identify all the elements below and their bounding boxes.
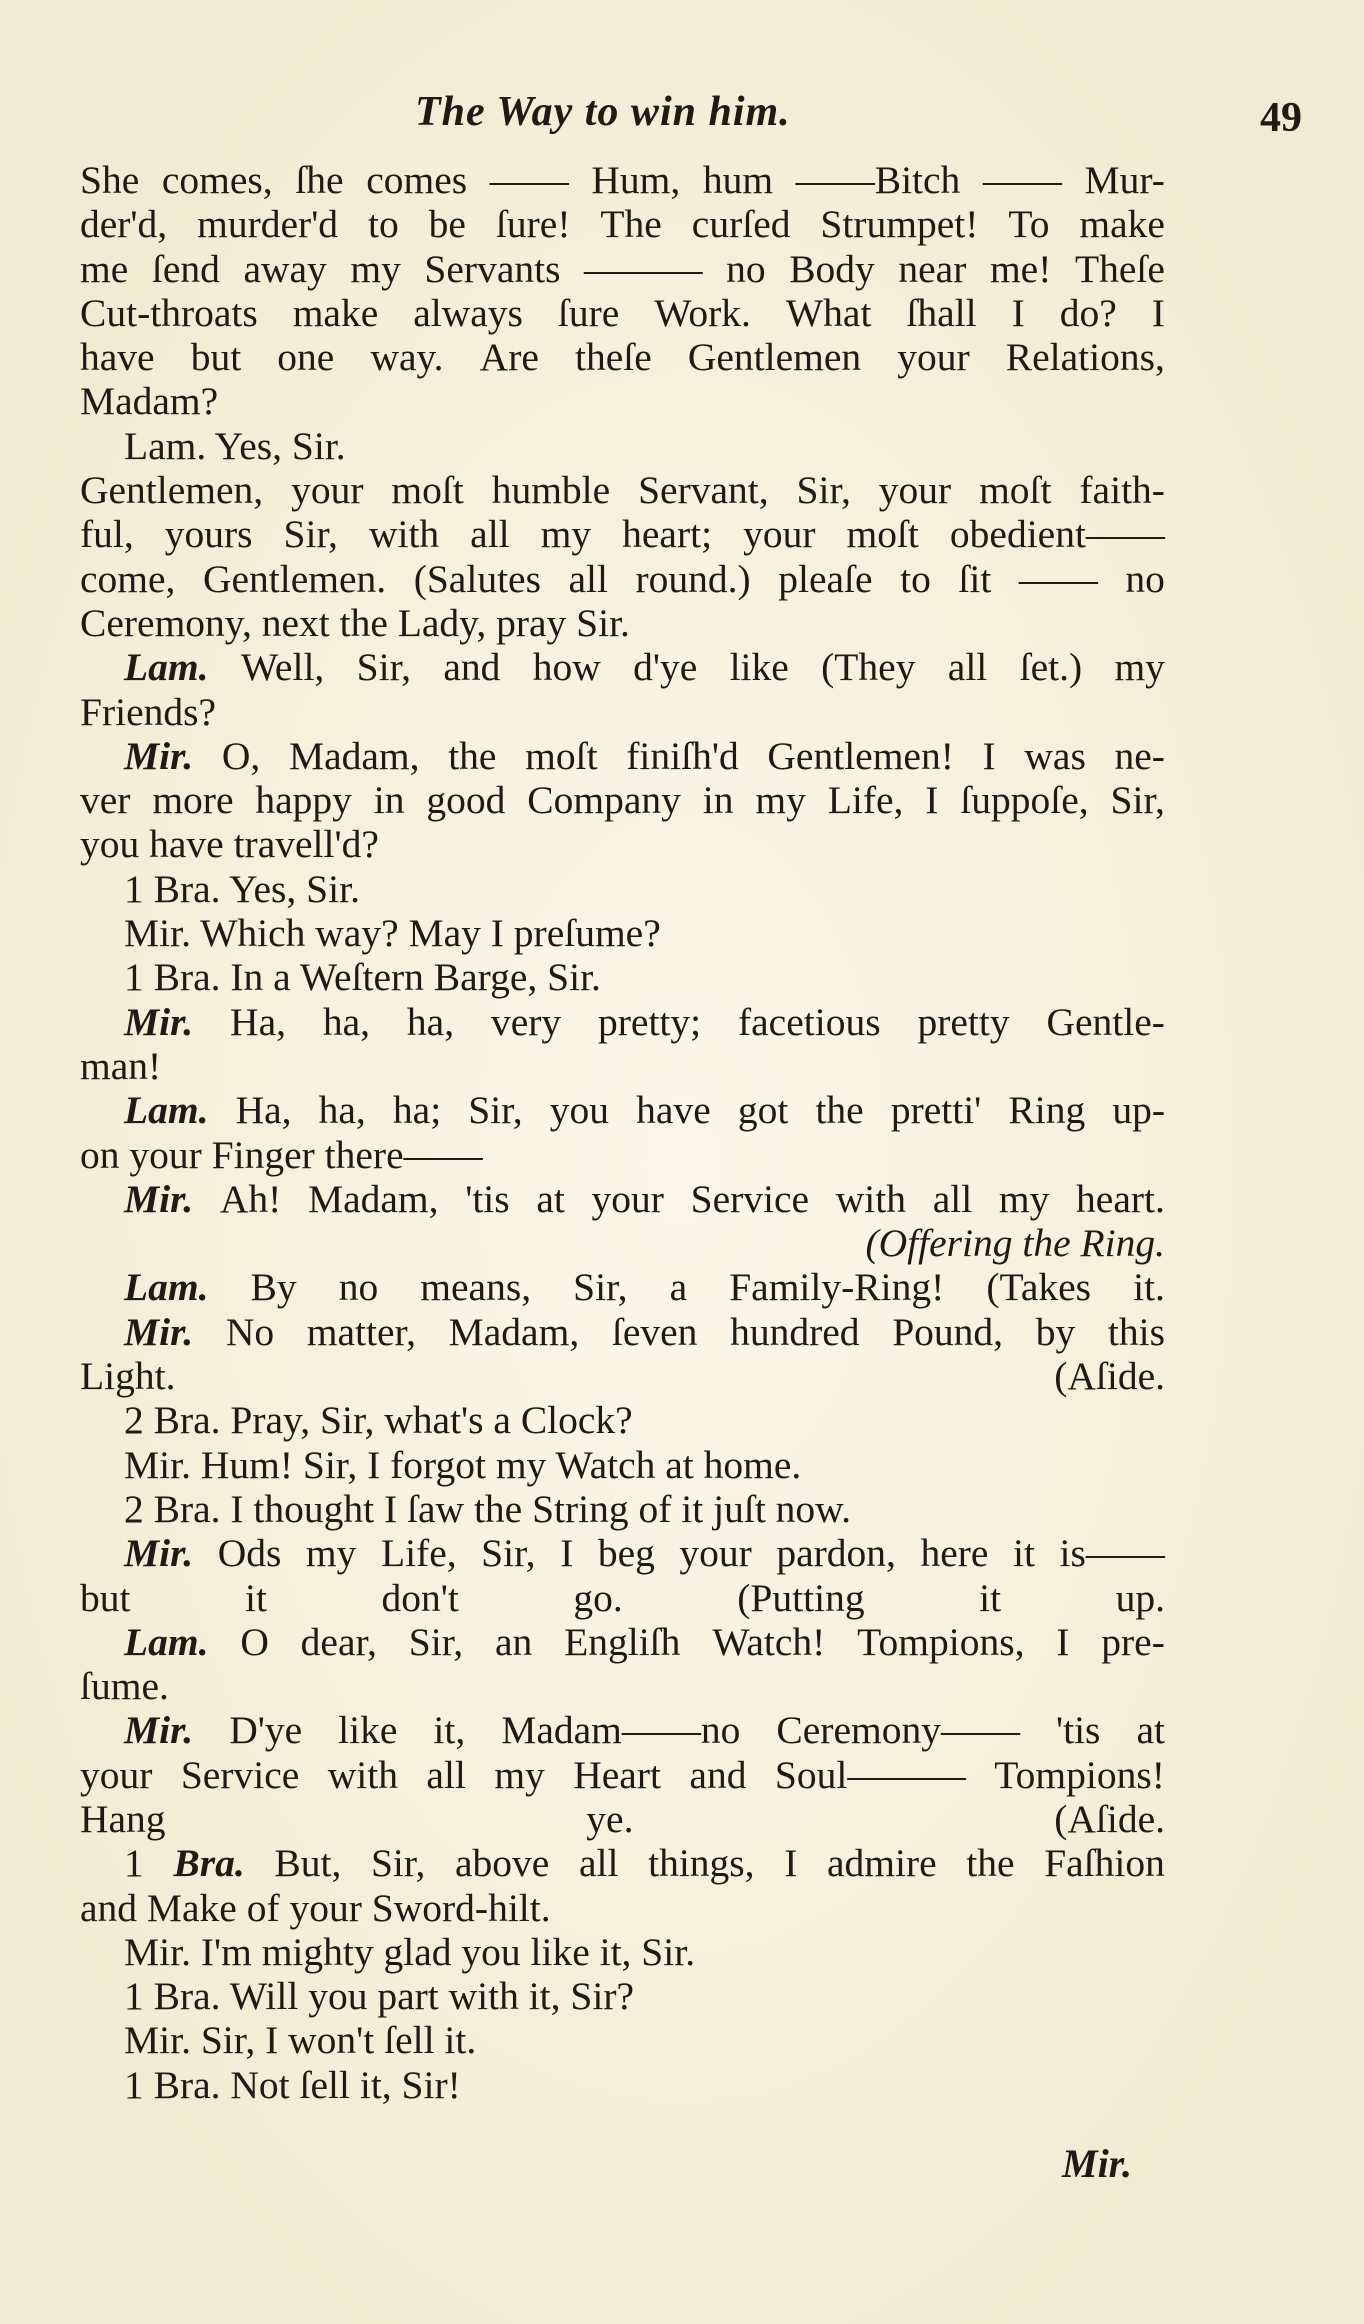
text-line: [80, 557, 1165, 601]
word: Mir.: [124, 1531, 194, 1576]
word: comes: [366, 158, 468, 202]
word: round.): [635, 556, 751, 601]
word: very: [490, 999, 562, 1044]
word: Ah!: [219, 1176, 282, 1221]
text-line: [80, 1797, 1165, 1841]
word: me!: [989, 246, 1052, 291]
text-line: Friends?: [80, 689, 217, 734]
word: means,: [420, 1265, 532, 1310]
word: ſit: [958, 556, 992, 601]
word: like: [729, 645, 789, 690]
word: Pound,: [892, 1309, 1004, 1354]
word: Hum,: [591, 158, 681, 202]
word: it,: [433, 1708, 466, 1753]
word: and: [443, 645, 501, 690]
text-line: [80, 1000, 1165, 1044]
word: at: [1136, 1708, 1165, 1753]
word: ſure: [557, 290, 620, 335]
word: your: [291, 468, 364, 513]
word: to: [368, 202, 399, 247]
word: yours: [164, 512, 253, 557]
word: Light.: [80, 1354, 176, 1399]
word: Ceremony——: [776, 1708, 1020, 1753]
text-line: on your Finger there——: [80, 1132, 483, 1177]
word: Madam,: [288, 733, 420, 778]
word: Lam.: [124, 1619, 209, 1664]
text-line: [80, 1088, 1165, 1132]
word: Cut-throats: [80, 290, 258, 335]
word: was: [1024, 733, 1086, 778]
word: facetious: [738, 999, 881, 1044]
word: Sir,: [356, 645, 412, 690]
text-line: Mir. Sir, I won't ſell it.: [124, 2018, 477, 2063]
word: all: [470, 512, 510, 557]
word: away: [243, 246, 327, 291]
word: my: [350, 246, 401, 291]
text-line: 1 Bra. Not ſell it, Sir!: [124, 2062, 461, 2107]
word: d'ye: [633, 645, 698, 690]
word: moſt: [979, 468, 1052, 513]
word: hum: [702, 158, 774, 202]
text-line: Lam. Yes, Sir.: [124, 423, 346, 468]
word: I: [784, 1841, 798, 1886]
word: ——: [489, 158, 569, 202]
word: Hang: [80, 1796, 166, 1841]
word: The: [600, 202, 662, 247]
word: Work.: [654, 290, 751, 335]
word: Life,: [827, 778, 904, 823]
word: ha,: [322, 999, 371, 1044]
word: curſed: [691, 202, 791, 247]
word: comes,: [161, 158, 273, 202]
word: got: [737, 1088, 789, 1133]
word: der'd,: [80, 202, 168, 247]
word: moſt: [525, 733, 598, 778]
word: Heart: [573, 1752, 661, 1797]
word: up-: [1112, 1088, 1165, 1133]
text-line: [80, 1310, 1165, 1354]
word: all: [932, 1176, 973, 1221]
text-line: and Make of your Sword-hilt.: [80, 1885, 551, 1930]
text-line: [80, 1708, 1165, 1752]
word: like: [338, 1708, 398, 1753]
word: Service: [690, 1176, 810, 1221]
word: Mir.: [124, 1708, 194, 1753]
word: here: [920, 1531, 989, 1576]
text-line: Ceremony, next the Lady, pray Sir.: [80, 600, 630, 645]
word: the: [966, 1841, 1015, 1886]
text-line: [80, 1620, 1165, 1664]
word: above: [455, 1841, 550, 1886]
text-line: Mir. I'm mighty glad you like it, Sir.: [124, 1929, 696, 1974]
word: is——: [1059, 1531, 1165, 1576]
word: my: [755, 778, 806, 823]
word: pretty;: [598, 999, 702, 1044]
word: ———: [584, 246, 703, 291]
text-line: you have travell'd?: [80, 822, 379, 867]
word: I: [982, 733, 996, 778]
word: ye.: [586, 1796, 634, 1841]
word: (Salutes: [413, 556, 541, 601]
word: have: [80, 335, 155, 380]
word: (Aſide.: [1054, 1796, 1165, 1841]
word: heart;: [622, 512, 713, 557]
word: matter,: [306, 1309, 416, 1354]
catchword: Mir.: [1062, 2141, 1133, 2186]
word: this: [1107, 1309, 1165, 1354]
word: ver: [80, 778, 131, 823]
word: faith-: [1079, 468, 1165, 513]
word: your: [897, 335, 970, 380]
word: Service: [180, 1752, 300, 1797]
word: finiſh'd: [626, 733, 739, 778]
word: obedient——: [949, 512, 1165, 557]
word: Tompions!: [994, 1752, 1165, 1797]
running-title: The Way to win him.: [415, 89, 791, 135]
word: with: [368, 512, 440, 557]
word: my: [305, 1531, 357, 1576]
text-line: [80, 158, 1165, 202]
text-line: [80, 1354, 1165, 1398]
word: no: [1125, 556, 1165, 601]
word: theſe: [575, 335, 652, 380]
word: don't: [381, 1575, 459, 1620]
play-text: [80, 158, 1165, 2107]
word: Life,: [380, 1531, 457, 1576]
text-line: [80, 1177, 1165, 1221]
word: to: [900, 556, 931, 601]
word: Ha,: [230, 999, 286, 1044]
word: things,: [648, 1841, 755, 1886]
word: To: [1008, 202, 1050, 247]
word: 'tis: [1055, 1708, 1101, 1753]
word: No: [225, 1309, 275, 1354]
word: Servant,: [638, 468, 769, 513]
word: I: [1151, 290, 1165, 335]
text-line: Madam?: [80, 379, 219, 424]
text-line: 2 Bra. I thought I ſaw the String of it juſt now.: [124, 1486, 852, 1531]
word: one: [277, 335, 335, 380]
word: I: [1011, 290, 1025, 335]
word: all: [568, 556, 608, 601]
word: Sir,: [796, 468, 851, 513]
word: Soul———: [774, 1752, 966, 1797]
word: Gentle-: [1046, 999, 1165, 1044]
word: (Takes: [986, 1265, 1092, 1310]
word: ha,: [318, 1088, 366, 1133]
word: humble: [491, 468, 611, 513]
word: ——Bitch: [795, 158, 961, 202]
word: Tompions,: [857, 1619, 1025, 1664]
text-line: Mir. Which way? May I preſume?: [124, 911, 661, 956]
word: I: [560, 1531, 574, 1576]
word: have: [636, 1088, 711, 1133]
word: murder'd: [197, 202, 339, 247]
text-line: [80, 1531, 1165, 1575]
word: it: [1012, 1531, 1035, 1576]
word: make: [1079, 202, 1165, 247]
text-line: [80, 335, 1165, 379]
word: Sir,: [408, 1619, 464, 1664]
word: Sir,: [481, 1531, 536, 1576]
word: Faſhion: [1044, 1841, 1165, 1886]
word: you: [549, 1088, 610, 1133]
word: Lam.: [124, 1088, 209, 1133]
word: Well,: [240, 645, 325, 690]
word: Gentlemen,: [80, 468, 264, 513]
word: your: [591, 1176, 664, 1221]
word: ſure!: [495, 202, 571, 247]
word: an: [494, 1619, 533, 1664]
text-line: [80, 734, 1165, 778]
word: at: [536, 1176, 565, 1221]
word: happy: [255, 778, 352, 823]
word: come,: [80, 556, 176, 601]
word: but: [190, 335, 242, 380]
word: Gentlemen: [687, 335, 862, 380]
word: Body: [789, 246, 875, 291]
word: pleaſe: [778, 556, 873, 601]
word: Mir.: [124, 733, 194, 778]
word: Lam.: [124, 1265, 209, 1310]
text-line: [80, 1753, 1165, 1797]
word: ——: [1018, 556, 1098, 601]
word: ſet.): [1019, 645, 1083, 690]
word: pre-: [1101, 1619, 1165, 1664]
word: ſuppoſe,: [960, 778, 1089, 823]
word: Lam.: [124, 645, 209, 690]
word: Bra.: [173, 1841, 245, 1886]
word: Gentlemen!: [767, 733, 954, 778]
word: with: [327, 1752, 398, 1797]
text-line: man!: [80, 1043, 162, 1088]
page-header: [80, 80, 1310, 150]
word: dear,: [300, 1619, 377, 1664]
word: Family-Ring!: [729, 1265, 945, 1310]
word: and: [689, 1752, 747, 1797]
word: my: [540, 512, 592, 557]
word: good: [426, 778, 506, 823]
word: in: [373, 778, 405, 823]
word: Gentlemen.: [202, 556, 387, 601]
word: ſend: [151, 246, 220, 291]
word: Mir.: [124, 999, 194, 1044]
word: a: [669, 1265, 688, 1310]
word: more: [152, 778, 234, 823]
word: ha,: [406, 999, 455, 1044]
word: I: [1056, 1619, 1070, 1664]
word: beg: [597, 1531, 655, 1576]
text-line: [80, 1841, 1165, 1885]
text-line: [80, 1265, 1165, 1309]
word: all: [578, 1841, 619, 1886]
word: Madam,: [307, 1176, 439, 1221]
text-line: [80, 512, 1165, 556]
word: all: [947, 645, 988, 690]
word: ne-: [1114, 733, 1165, 778]
word: Sir,: [283, 512, 338, 557]
word: my: [998, 1176, 1050, 1221]
word: Sir,: [468, 1088, 523, 1133]
word: ha;: [392, 1088, 442, 1133]
text-line: 2 Bra. Pray, Sir, what's a Clock?: [124, 1398, 633, 1443]
word: Sir,: [573, 1265, 628, 1310]
word: 1: [124, 1841, 144, 1886]
word: your: [80, 1752, 153, 1797]
word: your: [878, 468, 952, 513]
page-number: 49: [1260, 95, 1302, 141]
word: O: [240, 1619, 269, 1664]
word: But,: [274, 1841, 342, 1886]
word: D'ye: [229, 1708, 303, 1753]
text-line: 1 Bra. Yes, Sir.: [124, 866, 360, 911]
word: Are: [479, 335, 539, 380]
word: me: [80, 246, 129, 291]
word: I: [925, 778, 939, 823]
stage-direction: (Offering the Ring.: [865, 1221, 1165, 1266]
word: Mir.: [124, 1309, 194, 1354]
word: admire: [826, 1841, 937, 1886]
word: it: [245, 1575, 267, 1620]
word: Ods: [217, 1531, 282, 1576]
word: way.: [370, 335, 444, 380]
word: ſeven: [611, 1309, 698, 1354]
word: ——: [982, 158, 1062, 202]
word: Engliſh: [564, 1619, 681, 1664]
word: no: [726, 246, 766, 291]
word: it: [979, 1575, 1002, 1620]
word: Company: [527, 778, 681, 823]
word: Relations,: [1005, 335, 1165, 380]
word: but: [80, 1575, 131, 1620]
word: pardon,: [776, 1531, 896, 1576]
word: be: [428, 202, 466, 247]
word: ful,: [80, 512, 134, 557]
word: heart.: [1076, 1176, 1165, 1221]
word: my: [1114, 645, 1165, 690]
word: go.: [573, 1575, 623, 1620]
word: (They: [821, 645, 916, 690]
word: with: [835, 1176, 907, 1221]
text-line: [80, 645, 1165, 689]
word: (Putting: [737, 1575, 865, 1620]
word: do?: [1059, 290, 1117, 335]
word: always: [413, 290, 523, 335]
text-line: [80, 778, 1165, 822]
word: hundred: [730, 1309, 860, 1354]
word: ſhe: [295, 158, 344, 202]
word: your: [679, 1531, 752, 1576]
word: Theſe: [1074, 246, 1165, 291]
word: pretty: [917, 999, 1010, 1044]
text-line: ſume.: [80, 1664, 169, 1709]
word: make: [292, 290, 379, 335]
word: Mur-: [1084, 158, 1165, 202]
word: near: [898, 246, 967, 291]
word: (Aſide.: [1054, 1354, 1165, 1399]
word: pretti': [890, 1088, 982, 1133]
word: up.: [1115, 1575, 1165, 1620]
word: Strumpet!: [820, 202, 979, 247]
word: Madam,: [448, 1309, 580, 1354]
word: the: [448, 733, 497, 778]
text-line: 1 Bra. Will you part with it, Sir?: [124, 1974, 635, 2019]
text-line: [80, 1576, 1165, 1620]
word: Sir,: [370, 1841, 426, 1886]
word: Mir.: [124, 1176, 194, 1221]
word: moſt: [846, 512, 919, 557]
word: moſt: [391, 468, 464, 513]
word: Madam——no: [501, 1708, 741, 1753]
text-line: 1 Bra. In a Weſtern Barge, Sir.: [124, 955, 601, 1000]
word: Servants: [424, 246, 561, 291]
word: Ha,: [235, 1088, 292, 1133]
word: 'tis: [465, 1176, 510, 1221]
word: in: [702, 778, 734, 823]
text-line: [80, 291, 1165, 335]
word: all: [426, 1752, 466, 1797]
text-line: Mir. Hum! Sir, I forgot my Watch at home.: [124, 1442, 802, 1487]
word: She: [80, 158, 140, 202]
word: my: [494, 1752, 545, 1797]
text-line: [80, 247, 1165, 291]
text-line: [80, 468, 1165, 512]
word: What: [785, 290, 872, 335]
word: Watch!: [712, 1619, 826, 1664]
text-line: [80, 202, 1165, 246]
word: your: [743, 512, 816, 557]
word: Sir,: [1110, 778, 1165, 823]
word: by: [1035, 1309, 1076, 1354]
word: By: [250, 1265, 297, 1310]
word: ſhall: [906, 290, 977, 335]
word: how: [532, 645, 601, 690]
word: Ring: [1008, 1088, 1086, 1133]
word: no: [338, 1265, 379, 1310]
word: it.: [1133, 1265, 1165, 1310]
word: O,: [221, 733, 261, 778]
word: the: [815, 1088, 864, 1133]
